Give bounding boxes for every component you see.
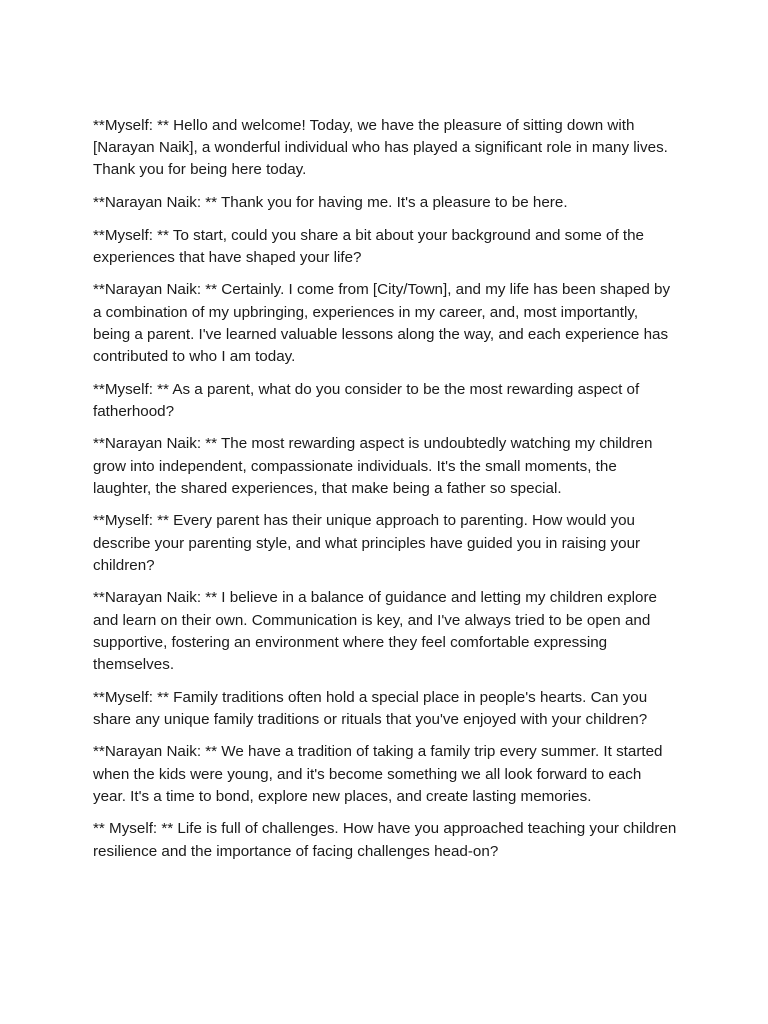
paragraph-myself-parenting-question: **Myself: ** Every parent has their unique approach to parenting. How would you describe your parenting style, and what principles have guided you in raising your children? bbox=[93, 512, 641, 574]
interview-transcript bbox=[93, 115, 678, 873]
paragraph-myself-welcome: **Myself: ** Hello and welcome! Today, we have the pleasure of sitting down with [Narayan Naik], a wonderful individual who has played a significant role in many lives. Thank you for being here today. bbox=[93, 117, 668, 179]
paragraph-myself-resilience-question: ** Myself: ** Life is full of challenges. How have you approached teaching your children resilience and the importance of facing challenges head-on? bbox=[93, 820, 677, 860]
paragraph-myself-background-question: **Myself: ** To start, could you share a bit about your background and some of the experiences that have shaped your life? bbox=[93, 226, 645, 266]
paragraph-narayan-traditions-answer: **Narayan Naik: ** We have a tradition of taking a family trip every summer. It started when the kids were young, and it's become something we all look forward to each year. It's a time to bond, explore new places, and create lasting memories. bbox=[93, 743, 663, 805]
paragraph-narayan-parenting-answer: **Narayan Naik: ** I believe in a balance of guidance and letting my children explore and learn on their own. Communication is key, and I've always tried to be open and supportive, fostering an environment where they feel comfortable expressing themselves. bbox=[93, 589, 657, 673]
paragraph-myself-fatherhood-question: **Myself: ** As a parent, what do you consider to be the most rewarding aspect of fatherhood? bbox=[93, 380, 640, 420]
paragraph-narayan-thanks: **Narayan Naik: ** Thank you for having me. It's a pleasure to be here. bbox=[93, 194, 568, 211]
paragraph-myself-traditions-question: **Myself: ** Family traditions often hold a special place in people's hearts. Can you share any unique family traditions or rituals that you've enjoyed with your children? bbox=[93, 688, 648, 728]
paragraph-narayan-background-answer: **Narayan Naik: ** Certainly. I come from [City/Town], and my life has been shaped by a combination of my upbringing, experiences in my career, and, most importantly, being a parent. I've learned valuable lessons along the way, and each experience has contributed to who I am today. bbox=[93, 281, 671, 365]
paragraph-narayan-fatherhood-answer: **Narayan Naik: ** The most rewarding aspect is undoubtedly watching my children grow into independent, compassionate individuals. It's the small moments, the laughter, the shared experiences, that make being a father so special. bbox=[93, 435, 653, 497]
